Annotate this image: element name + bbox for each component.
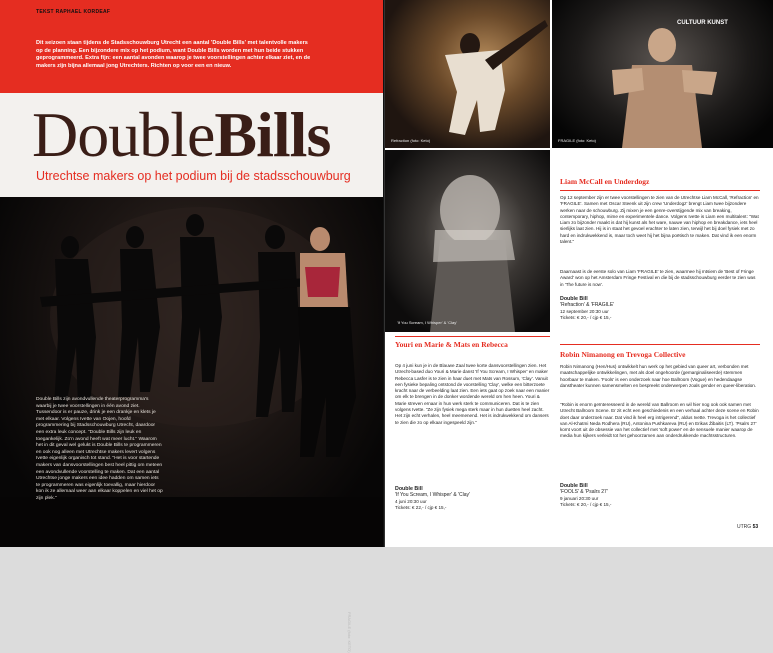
robin-body: Robin Nimanong (Hen/Hus) ontwikkelt hun werk op het gebied van queer art, verbonden met maatschappelijke ontwikkelingen, met als doel ongehoorde (gemarginaliseerde) stemmen hoorbaar te maken. 'Fools' is een onderzoek naar hoe Ballroom (Vogue) en hedendaagse danstheater kunnen samensmelten en bespreekt onderwerpen zoals gender en queer-liberation. — [560, 364, 757, 388]
liam-show-label: Double Bill — [560, 296, 588, 302]
liam-body-2: Daarnaast is de eerste solo van Liam 'FRAGILE' te zien, waarmee hij mtsiem de 'Best of Fringe Award' won op het Amsterdam Fringe Festival en die bij de stadsschouwburg eerder te zien was in 'The future is now'. — [560, 269, 756, 287]
robin-show-label: Double Bill — [560, 483, 588, 489]
liam-show-title: 'Refraction' & 'FRAGILE' — [560, 302, 615, 309]
youri-caption: 'If You Scream, I Whisper' & 'Clay' — [397, 320, 457, 325]
section-label: CULTUUR KUNST — [677, 20, 728, 26]
youri-dancers-illustration — [385, 150, 550, 332]
liam-body: Op 12 september zijn er twee voorstellingen te zien van de Utrechtse Liam McCall, 'Refraction' en 'FRAGILE'. Samen met Oscar Steenk uit zijn crew 'Underdogz' brengt Liam twee bijzondere werken naar de schouwburg. Zij mixen je een genre-overstijgende mix van breaking, contemporary, hiphop, mime en experimentele dance. Volgens Ivette is Liam een multitalent: "Wat Liam zo bijzonder maakt is dat hij kunst als het ware, nauwe van hiphop en breakdance, iets heel sierlijks laat zien. Hij is in staat het gevoel erachter te laten zien, terwijl het bij doel fysiek met zo hard en indrukwekkend is, maar toch weet hij het bijna poëtisch te maken. Dat vind ik een enorm talent." — [560, 195, 759, 245]
liam-show-info — [560, 296, 760, 321]
folio-number: 53 — [752, 524, 759, 530]
robin-body-2: "Robin is enorm geïnteresseerd in de wereld van Ballroom en wil hier nog ook ook samen met Utrecht Ballroom Scene. Er zit echt een geschiedenis en een verhaal achter deze scene en Robin doet daar onderzoek naar. Dat vind ik heel erg intrigerend", aldus Ivette. Trevoga is het collectief van Al-Khatmi Neda Rodhera (RU), Antonina Pushkareva (RU) en Erikas Žibaitis (LT). 'Psalrs 27' komt voort uit de obsessie van het collectief met 'soft power' en de sensuele manier waarop de media hun kijkers verleidt tot het gehoorzamen aan onderdrukkende machtsstructuren. — [560, 402, 759, 439]
author-kicker: TEKST RAPHAEL KORDEAF — [36, 9, 111, 15]
robin-tickets: Tickets: € 20,- / cjp € 15,- — [560, 501, 612, 507]
article-title — [32, 99, 331, 170]
right-page — [385, 0, 773, 547]
fragile-caption: FRAGILE (foto: Keto) — [558, 138, 597, 143]
refraction-dancer-illustration — [385, 0, 550, 148]
robin-rule — [560, 344, 760, 345]
robin-show-title: 'FOOLS' & 'Psalrs 27' — [560, 489, 608, 496]
youri-body: Op 4 juni kun je in de Blauwe Zaal twee korte dansvoorstellingen zien. Het Utrecht-based duo Youri & Marie danst 'If You Scream, I Whisper' en maker Rebecca Lasfer is te zien in haar duet met Mats van Rossum, 'Clay'. Vanuit een fysieke bepaling ontstond de voorstelling 'Clay', welke een bitterzoete kracht naar de verbeelding laat zien. Een iets gaat op zoek naar een manier om elk te brengen in de donker wordende wereld om hen heen. Youri & Marie streven ernaar in hun werk sterk te communiceren. Dat is te zien volgens Ivette. "Ze zijn fysiek mega sterk maar in hun duetten heel zacht. Het zijn echt verhalen, heel meemenend. Het is indrukwekkend om dansers te zien die zo op elkaar ingespeeld zijn." — [395, 363, 550, 425]
liam-show-date: 12 september 20:30 uur — [560, 308, 609, 314]
refraction-caption: Refraction (foto: Keto) — [391, 138, 431, 143]
left-page — [0, 0, 385, 653]
youri-tickets: Tickets: € 22,- / cjp € 15,- — [395, 504, 447, 510]
youri-show-date: 4 juni 20:30 uur — [395, 498, 427, 504]
fragile-photo — [552, 0, 773, 148]
robin-heading: Robin Nimanong en Trevoga Collective — [560, 350, 686, 359]
robin-show-info — [560, 483, 760, 508]
youri-heading: Youri en Marie & Mats en Rebecca — [395, 340, 508, 349]
youri-photo — [385, 150, 550, 332]
youri-rule — [395, 336, 550, 337]
youri-show-info — [395, 486, 550, 511]
youri-show-label: Double Bill — [395, 486, 423, 492]
liam-tickets: Tickets: € 20,- / cjp € 15,- — [560, 314, 612, 320]
title-part-bills: Bills — [214, 99, 331, 170]
robin-show-date: 9 januari 20:30 uur — [560, 495, 599, 501]
liam-rule — [560, 190, 760, 191]
page-folio — [737, 524, 758, 530]
refraction-photo — [385, 0, 550, 148]
fragile-dancer-illustration — [552, 0, 773, 148]
intro-block — [0, 0, 385, 93]
intro-body-text: Double Bills zijn avondvullende theaterprogramma's waarbij je twee voorstellingen in één avond ziet. Tussendoor is er pauze, drink je een drankje en klets je met elkaar. Volgens Ivette van Oojen, hoofd programmering bij Stadsschouwburg Utrecht, daardoor een extra leuk concept. "Double Bills zijn leuk en toegankelijk. Zo'n avond heeft wat meer lucht." Waarom het in dit geval wel gelukt is Double Bills te programmeren en ook nog alleen met Utrechtse makers levert volgens Ivette eigenlijk organisch tot stand. "Het is voor startende makers van dansvoorstellingen best heel pittig om meteen een avondvullende voorstelling te maken. Dat een aantal Utrechtse jonge makers een idee hadden om samen iets te programmeren was eigenlijk toevallig, maar hierdoor kon ik ze allemaal weer aan elkaar koppelen en viel het op zijn plek." — [36, 397, 163, 501]
folio-label: UTRG — [737, 524, 752, 530]
title-part-double: Double — [32, 99, 215, 170]
youri-show-title: 'If You Scream, I Whisper' & 'Clay' — [395, 492, 470, 499]
photo-credit: FRAGILE (foto: KETO) — [347, 612, 352, 653]
intro-text: Dit seizoen staan tijdens de Stadsschouwburg Utrecht een aantal 'Double Bills' met talentvolle makers op de planning. Een bijzondere mix op het podium, want Double Bills worden met hun beide stukken geprogrammeerd. Extra fijn: een aantal avonden waarop je twee voorstellingen achter elkaar ziet, en de makers zijn bijna allemaal jong Utrechters. Richten op voor een en nieuw. — [36, 40, 311, 69]
article-subtitle: Utrechtse makers op het podium bij de stadsschouwburg — [36, 169, 351, 183]
liam-heading: Liam McCall en Underdogz — [560, 177, 650, 186]
